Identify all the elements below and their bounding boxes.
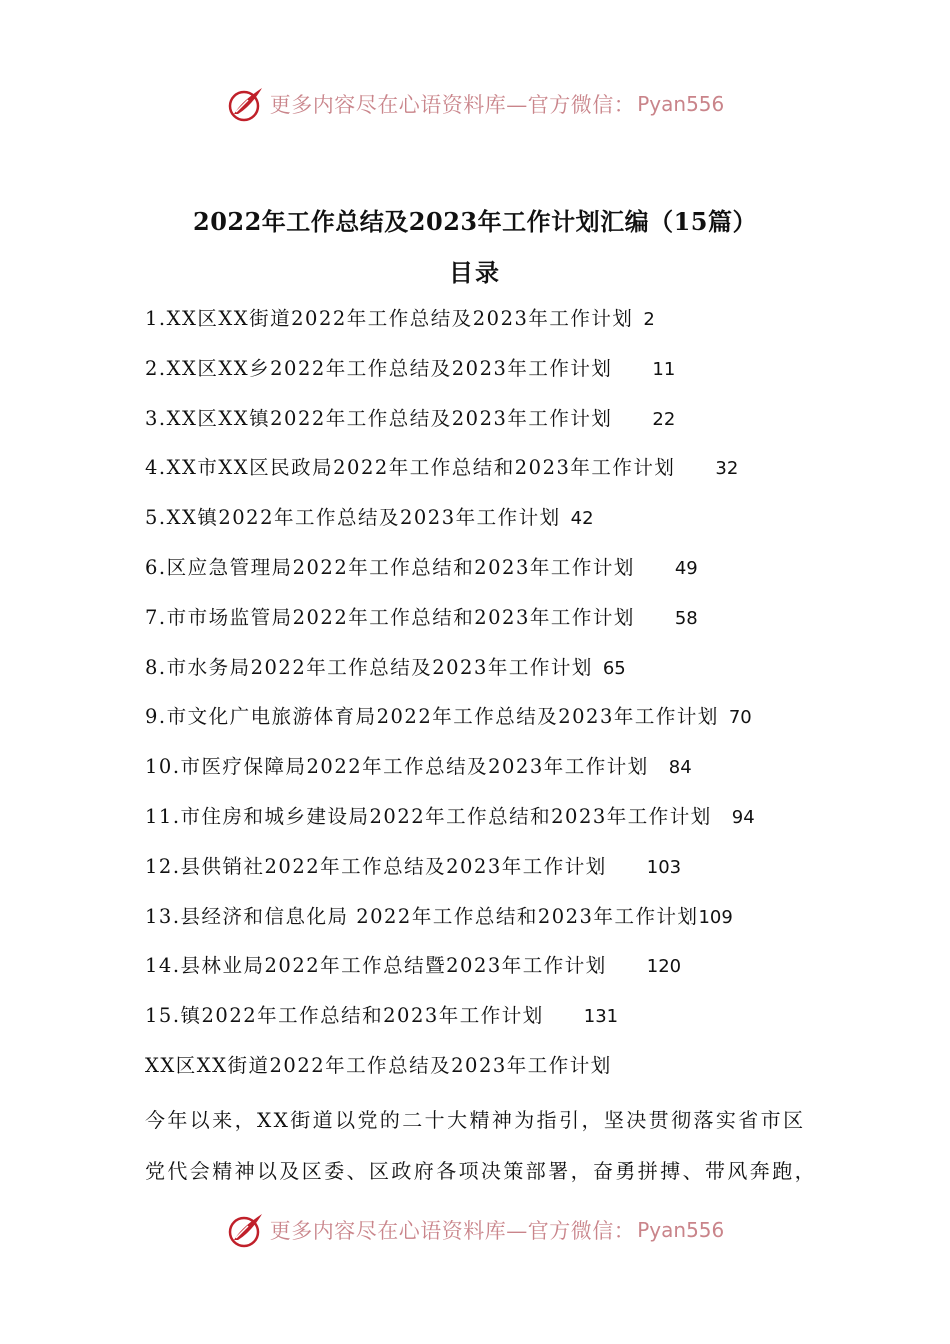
toc-entry-page: 42: [570, 508, 594, 530]
banner-text: 更多内容尽在心语资料库—官方微信：: [269, 1219, 636, 1243]
toc-entry-label: 2.XX区XX乡2022年工作总结及2023年工作计划: [145, 356, 613, 380]
toc-entry-label: 8.市水务局2022年工作总结及2023年工作计划: [145, 655, 593, 679]
toc-entry-page: 131: [583, 1006, 619, 1028]
toc-entry-page: 2: [643, 309, 655, 330]
toc-entry-page: 65: [602, 657, 626, 679]
toc-entry-label: 6.区应急管理局2022年工作总结和2023年工作计划: [145, 555, 635, 579]
toc-entry-page: 11: [652, 358, 676, 380]
toc-entry[interactable]: [145, 797, 865, 847]
toc-entry[interactable]: [145, 299, 865, 349]
body-paragraph: 今年以来，XX街道以党的二十大精神为指引，坚决贯彻落实省市区党代会精神以及区委、区政府各项决策部署，奋勇拼搏、带风奔跑，: [145, 1108, 817, 1183]
toc-entry[interactable]: [145, 448, 865, 498]
toc-entry-label: 9.市文化广电旅游体育局2022年工作总结及2023年工作计划: [145, 705, 719, 729]
toc-entry-page: 49: [674, 557, 698, 579]
section-title: XX区XX街道2022年工作总结及2023年工作计划: [145, 1054, 612, 1077]
toc-entry-page: 109: [698, 906, 733, 928]
toc-heading: 目录: [449, 258, 501, 287]
toc-entry-label: 11.市住房和城乡建设局2022年工作总结和2023年工作计划: [145, 804, 712, 828]
toc-entry[interactable]: [145, 946, 865, 996]
quill-logo-icon: [226, 1210, 266, 1250]
toc-entry-label: 3.XX区XX镇2022年工作总结及2023年工作计划: [145, 406, 613, 430]
toc-entry-label: 14.县林业局2022年工作总结暨2023年工作计划: [145, 954, 607, 978]
toc-entry-page: 94: [731, 806, 755, 828]
document-title: 2022年工作总结及2023年工作计划汇编（15篇）: [193, 207, 757, 236]
toc-entry[interactable]: [145, 847, 865, 897]
toc-entry-page: 70: [728, 707, 752, 729]
toc-entry[interactable]: [145, 747, 865, 797]
toc-entry[interactable]: [145, 648, 865, 698]
toc-entry[interactable]: [145, 697, 865, 747]
toc-entry-label: 13.县经济和信息化局 2022年工作总结和2023年工作计划: [145, 904, 699, 928]
toc-entry-page: 103: [646, 856, 682, 878]
toc-entry-page: 32: [715, 458, 739, 480]
quill-logo-icon: [226, 84, 266, 124]
toc-entry-label: 5.XX镇2022年工作总结及2023年工作计划: [145, 506, 561, 530]
toc-entry[interactable]: [145, 349, 865, 399]
toc-entry-page: 120: [646, 956, 682, 978]
toc-entry-page: 58: [674, 607, 698, 629]
toc-entry[interactable]: [145, 399, 865, 449]
toc-entry-label: 1.XX区XX街道2022年工作总结及2023年工作计划: [145, 307, 634, 330]
toc-entry[interactable]: [145, 996, 865, 1046]
table-of-contents: [145, 299, 865, 1046]
toc-entry-label: 4.XX市XX区民政局2022年工作总结和2023年工作计划: [145, 456, 676, 480]
toc-entry-page: 22: [652, 408, 676, 430]
toc-entry[interactable]: [145, 548, 865, 598]
toc-entry[interactable]: [145, 598, 865, 648]
toc-entry[interactable]: [145, 498, 865, 548]
footer-banner: [0, 1208, 950, 1252]
toc-entry-label: 10.市医疗保障局2022年工作总结及2023年工作计划: [145, 755, 649, 779]
toc-entry[interactable]: [145, 897, 865, 947]
toc-entry-label: 15.镇2022年工作总结和2023年工作计划: [145, 1004, 544, 1028]
toc-entry-label: 7.市市场监管局2022年工作总结和2023年工作计划: [145, 605, 635, 629]
banner-wechat-id: Pyan556: [637, 92, 725, 116]
toc-entry-label: 12.县供销社2022年工作总结及2023年工作计划: [145, 854, 607, 878]
toc-entry-page: 84: [668, 757, 692, 779]
header-banner: [0, 82, 950, 126]
banner-text: 更多内容尽在心语资料库—官方微信：: [269, 93, 636, 117]
banner-wechat-id: Pyan556: [637, 1218, 725, 1242]
